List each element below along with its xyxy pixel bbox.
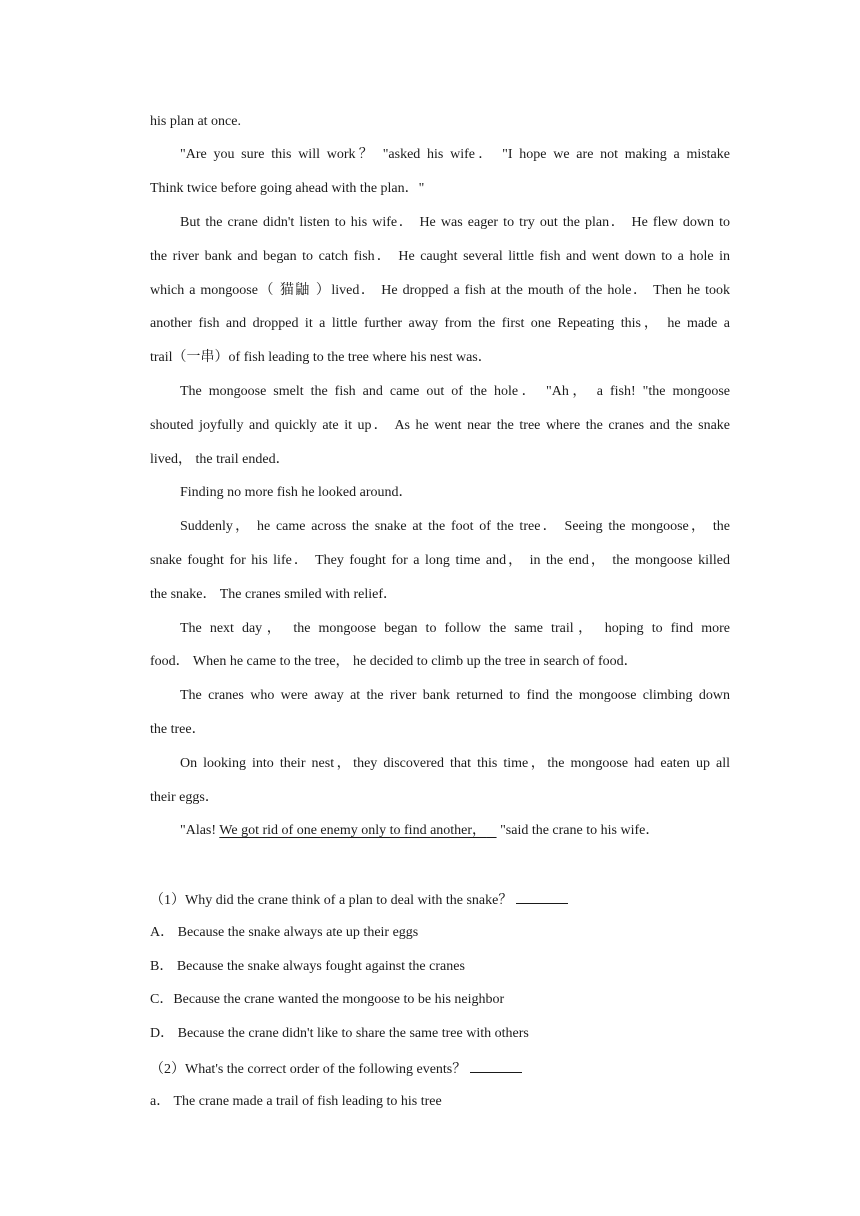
answer-blank [516,889,568,904]
story-line: the tree． [150,722,206,737]
question-1-option-b: B． Because the snake always fought against the cranes [150,959,465,974]
story-line: The mongoose smelt the fish and came out of the hole． "Ah， a fish! "the mongoose [180,384,730,399]
story-line: his plan at once. [150,114,241,129]
story-line: But the crane didn't listen to his wife． He was eager to try out the plan． He flew down to [180,215,730,230]
question-2-stem: （2）What's the correct order of the following events？ [150,1058,730,1078]
story-line: lived， the trail ended． [150,452,290,467]
story-line: another fish and dropped it a little further away from the first one Repeating this， he made a [150,316,730,331]
question-2-option-a: a． The crane made a trail of fish leading to his tree [150,1094,442,1109]
story-final-line [150,821,730,841]
final-line-prefix: "Alas! [180,823,220,838]
story-line: which a mongoose（ 猫鼬 ）lived． He dropped a fish at the mouth of the hole． Then he took [150,283,730,298]
story-line: On looking into their nest，they discovered that this time，the mongoose had eaten up all [180,756,730,771]
question-1-stem: （1）Why did the crane think of a plan to deal with the snake？ [150,889,730,909]
story-line: trail（一串）of fish leading to the tree where his nest was． [150,350,492,365]
underlined-sentence: We got rid of one enemy only to find another， [219,823,487,838]
story-line: snake fought for his life． They fought for a long time and， in the end， the mongoose killed [150,553,730,568]
story-line: their eggs． [150,790,219,805]
final-line-suffix: "said the crane to his wife． [496,823,660,838]
story-line: shouted joyfully and quickly ate it up． As he went near the tree where the cranes and the snake [150,418,730,433]
story-line: Suddenly， he came across the snake at the foot of the tree． Seeing the mongoose， the [180,519,730,534]
question-1-option-d: D． Because the crane didn't like to share the same tree with others [150,1026,529,1041]
question-1-option-a: A． Because the snake always ate up their eggs [150,925,419,940]
story-line: "Are you sure this will work？ "asked his wife． "I hope we are not making a mistake [180,147,730,162]
answer-blank [470,1058,522,1073]
story-line: the river bank and began to catch fish． He caught several little fish and went down to a hole in [150,249,730,264]
question-1-option-c: C．Because the crane wanted the mongoose to be his neighbor [150,992,505,1007]
story-line: Finding no more fish he looked around． [180,485,413,500]
story-line: food． When he came to the tree， he decided to climb up the tree in search of food． [150,654,638,669]
story-line: The cranes who were away at the river bank returned to find the mongoose climbing down [180,688,730,703]
story-line: the snake． The cranes smiled with relief． [150,587,397,602]
story-line: Think twice before going ahead with the plan．" [150,181,425,196]
story-line: The next day， the mongoose began to follow the same trail， hoping to find more [180,621,730,636]
